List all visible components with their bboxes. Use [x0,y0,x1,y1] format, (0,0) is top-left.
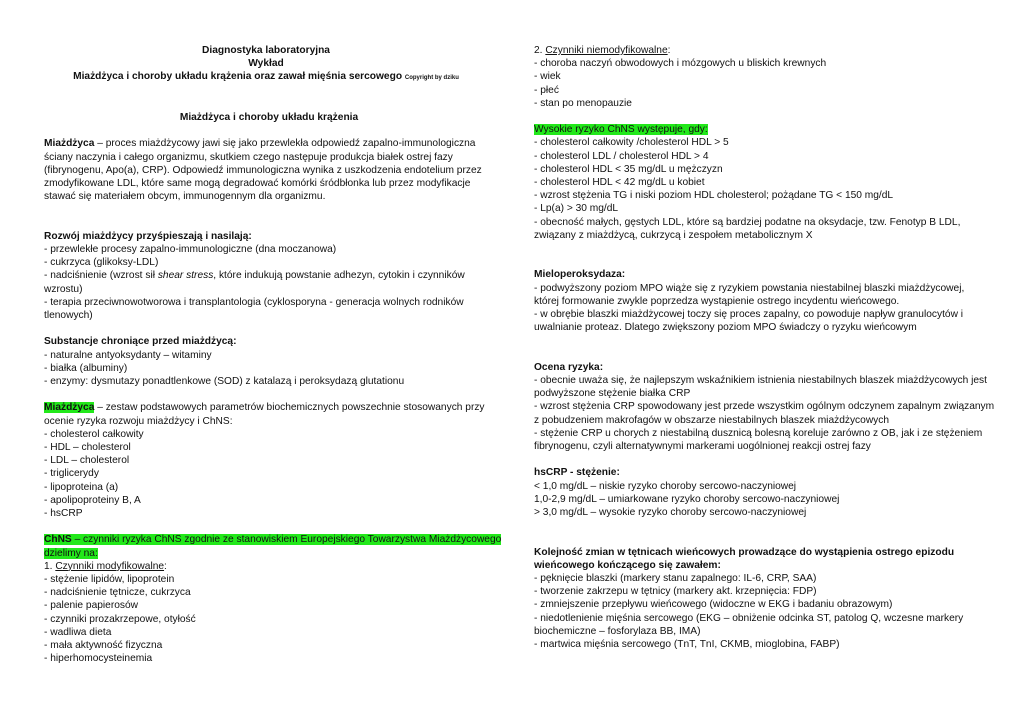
section-title: Miażdżyca i choroby układu krążenia [179,112,359,123]
list-item: - białka (albuminy) [44,362,128,374]
list-item: - HDL – cholesterol [44,442,131,453]
list-item: - triglicerydy [44,468,99,480]
list-item: - hsCRP [44,508,83,520]
mpo-heading: Mieloperoksydaza: [534,269,626,281]
list-item: której formowanie zwykle poprzedza wystąpienie ostrego incydentu wieńcowego. [534,295,900,307]
course-title: Diagnostyka laboratoryjna [202,45,330,56]
list-item: - wzrost stężenia TG i niski poziom HDL cholesterol; pożądane TG < 150 mg/dL [534,190,894,202]
list-item: - cukrzyca (glikoksy-LDL) [44,257,159,269]
sequence-heading: wieńcowego kończącego się zawałem: [534,559,721,571]
list-item: - cholesterol całkowity [44,428,144,440]
copyright-note: Copyright by dziku [404,75,459,82]
list-item: - obecnie uważa się, że najlepszym wskaźnikiem istnienia niestabilnych blaszek miażdżycowych jest [534,375,987,386]
list-item: - obecność małych, gęstych LDL, które są bardziej podatne na oksydacje, tzw. Fenotyp B LDL, [534,216,961,228]
document-header [44,44,488,86]
panel-intro: Miażdżyca – zestaw podstawowych parametrów biochemicznych powszechnie stosowanych przy [44,402,485,414]
list-item: z pobudzeniem makrofagów w obszarze niestabilnych blaszek miażdżycowych [534,414,890,426]
list-item: 1,0-2,9 mg/dL – umiarkowane ryzyko choroby sercowo-naczyniowej [534,493,840,505]
intro-line: zmodyfikowane LDL, które same mogą degradować komórki śródbłonka lub przez modyfikacje [44,178,471,189]
list-item: - cholesterol całkowity /cholesterol HDL > 5 [534,137,729,149]
list-item: - martwica mięśnia sercowego (TnT, TnI, CKMB, mioglobina, FABP) [534,639,840,651]
list-item: > 3,0 mg/dL – wysokie ryzyko choroby sercowo-naczyniowej [534,507,807,519]
right-column [534,44,994,651]
list-item: - stężenie lipidów, lipoprotein [44,574,175,586]
list-item: - nadciśnienie tętnicze, cukrzyca [44,587,191,599]
list-item: - terapia przeciwnowotworowa i transplantologia (cyklosporyna - generacja wolnych rodników [44,296,464,308]
list-item: - naturalne antyoksydanty – witaminy [44,349,212,361]
lecture-title-row [44,70,488,85]
list-item: - nadciśnienie (wzrost sił shear stress, które indukują powstanie adhezyn, cytokin i czynników [44,270,465,282]
list-item: - wzrost stężenia CRP spowodowany jest przede wszystkim ogólnym odczynem zapalnym związanym [534,401,995,413]
intro-line: stawać się materiałem obcym, immunogennym dla organizmu. [44,191,326,203]
sequence-heading: Kolejność zmian w tętnicach wieńcowych prowadzące do wystąpienia ostrego epizodu [534,546,955,558]
intro-term: Miażdżyca [44,138,95,150]
list-item: - palenie papierosów [44,600,139,612]
list-item: tlenowych) [44,310,93,321]
intro-line: ściany naczynia i całego organizmu, skutkiem czego następuje produkcja białek ostrej fazy [44,151,453,163]
list-item: - przewlekłe procesy zapalno-immunologiczne (dna moczanowa) [44,243,337,255]
lecture-title: Miażdżyca i choroby układu krążenia oraz zawał mięśnia sercowego [73,71,403,83]
list-item: - cholesterol LDL / cholesterol HDL > 4 [534,150,709,162]
high-risk-heading: Wysokie ryzyko ChNS występuje, gdy: [534,124,708,136]
list-item: - apolipoproteiny B, A [44,494,141,506]
list-item: biochemiczne – fosforylaza BB, IMA) [534,625,701,637]
list-item: - cholesterol HDL < 35 mg/dL u mężczyzn [534,163,723,175]
list-item: - mała aktywność fizyczna [44,640,163,652]
protective-heading: Substancje chroniące przed miażdżycą: [44,336,237,348]
list-item: fibrynogenu, czyli alternatywnymi markerami uogólnionej reakcji ostrej fazy [534,441,871,453]
risk-factors-intro: ChNS – czynniki ryzyka ChNS zgodnie ze stanowiskiem Europejskiego Towarzystwa Miażdżycowego [44,534,502,546]
list-item: - zmniejszenie przepływu wieńcowego (widoczne w EKG i badaniu obrazowym) [534,599,893,611]
risk-term: ChNS [44,534,72,546]
panel-term: Miażdżyca [44,402,95,414]
list-item: - cholesterol HDL < 42 mg/dL u kobiet [534,177,705,189]
list-item: - płeć [534,84,559,96]
nonmodifiable-heading: 2. Czynniki niemodyfikowalne: [534,45,671,56]
list-item: - w obrębie blaszki miażdżycowej toczy się proces zapalny, co powoduje napływ granulocytów i [534,309,964,321]
list-item: - wadliwa dieta [44,626,112,638]
intro-line: Miażdżyca – proces miażdżycowy jawi się jako przewlekła odpowiedź zapalno-immunologiczna [44,138,476,150]
list-item: - choroba naczyń obwodowych i mózgowych u bliskich krewnych [534,58,827,70]
hscrp-heading: hsCRP - stężenie: [534,467,620,479]
left-column [44,111,502,665]
list-item: - stan po menopauzie [534,97,632,109]
risk-factors-intro: dzielimy na: [44,547,98,559]
accelerators-heading: Rozwój miażdżycy przyśpieszają i nasilają: [44,230,252,242]
intro-line: (fibrynogenu, Apo(a), CRP). Odpowiedź immunologiczna wynika z uszkodzenia endotelium przez [44,164,482,176]
list-item: - enzymy: dysmutazy ponadtlenkowe (SOD) z katalazą i peroksydazą glutationu [44,376,405,387]
list-item: związany z miażdżycą, cukrzycą i zespołem metabolicznym X [534,229,813,241]
modifiable-heading: 1. Czynniki modyfikowalne: [44,560,167,572]
list-item: - czynniki prozakrzepowe, otyłość [44,613,196,625]
list-item: - wiek [534,71,561,83]
list-item: - hiperhomocysteinemia [44,653,153,665]
list-item: uwalnianie proteaz. Dlatego zwiększony poziom MPO świadczy o ryzyku wieńcowym [534,322,917,334]
list-item: podwyższone stężenie białka CRP [534,388,691,400]
list-item: - pęknięcie blaszki (markery stanu zapalnego: IL-6, CRP, SAA) [534,573,817,584]
lecture-label: Wykład [248,58,284,70]
risk-assessment-heading: Ocena ryzyka: [534,361,604,373]
shear-stress-term: shear stress [157,270,214,282]
list-item: - podwyższony poziom MPO wiąże się z ryzykiem powstania niestabilnej blaszki miażdżycowej, [534,282,965,294]
list-item: - tworzenie zakrzepu w tętnicy (markery akt. krzepnięcia: FDP) [534,586,817,598]
list-item: - LDL – cholesterol [44,455,130,467]
panel-intro: ocenie ryzyka rozwoju miażdżycy i ChNS: [44,415,233,427]
list-item: - lipoproteina (a) [44,481,119,493]
list-item: - Lp(a) > 30 mg/dL [534,203,619,215]
list-item: - stężenie CRP u chorych z niestabilną dusznicą bolesną koreluje zarówno z OB, jak i ze stężeniem [534,427,983,439]
list-item: < 1,0 mg/dL – niskie ryzyko choroby sercowo-naczyniowej [534,480,797,492]
list-item: wzrostu) [44,283,83,295]
list-item: - niedotlenienie mięśnia sercowego (EKG – obniżenie odcinka ST, patolog Q, wczesne markery [534,612,964,624]
